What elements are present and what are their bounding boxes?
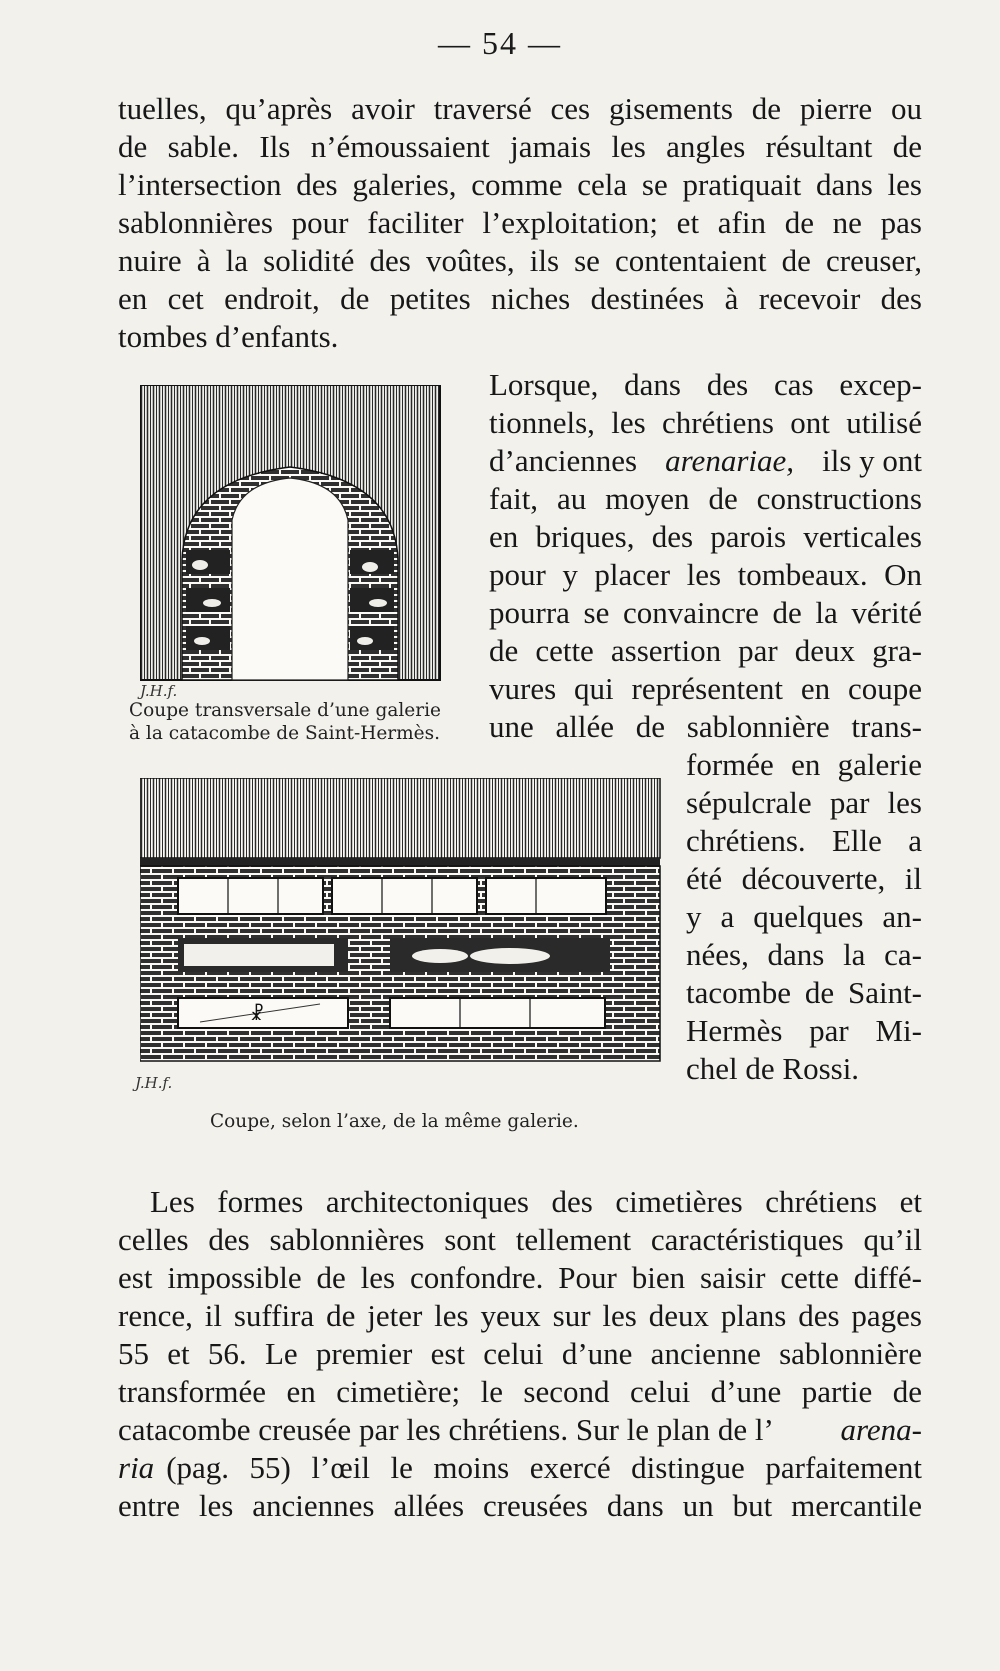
text-line: Les formes architectoniques des cimetières chrétiens et — [150, 1184, 922, 1219]
text-line: fait, au moyen de constructions — [489, 481, 922, 516]
latin-term: arenariae, — [665, 443, 794, 478]
text-span: ils y ont — [822, 443, 922, 478]
text-line: nées, dans la ca- — [686, 937, 922, 972]
figure-caption: Coupe transversale d’une galerie — [129, 700, 441, 721]
text-line — [118, 1411, 922, 1449]
text-line: celles des sablonnières sont tellement caractéristiques qu’il — [118, 1222, 922, 1257]
text-line: Lorsque, dans des cas excep- — [489, 367, 922, 402]
text-line: sablonnières pour faciliter l’exploitation; et afin de ne pas — [118, 205, 922, 240]
text-line: nuire à la solidité des voûtes, ils se contentaient de creuser, — [118, 243, 922, 278]
text-line: pour y placer les tombeaux. On — [489, 557, 922, 592]
text-line: été découverte, il — [686, 861, 922, 896]
text-line: pourra se convaincre de la vérité — [489, 595, 922, 630]
text-span: d’anciennes — [489, 443, 638, 478]
latin-term: arena- — [840, 1412, 922, 1447]
page-number: — 54 — — [438, 25, 562, 61]
text-line: l’intersection des galeries, comme cela se pratiquait dans les — [118, 167, 922, 202]
text-line: formée en galerie — [686, 747, 922, 782]
text-line: tuelles, qu’après avoir traversé ces gisements de pierre ou — [118, 91, 922, 126]
text-line: est impossible de les confondre. Pour bien saisir cette diffé- — [118, 1260, 922, 1295]
text-line: de sable. Ils n’émoussaient jamais les angles résultant de — [118, 129, 922, 164]
text-line: en cet endroit, de petites niches destinées à recevoir des — [118, 281, 922, 316]
text-line: chrétiens. Elle a — [686, 823, 922, 858]
text-span: (pag. 55) l’œil le moins exercé distingue parfaitement — [166, 1450, 922, 1485]
figure-caption: à la catacombe de Saint-Hermès. — [129, 723, 440, 744]
text-line: sépulcrale par les — [686, 785, 922, 820]
text-line: vures qui représentent en coupe — [489, 671, 922, 706]
text-line: y a quelques an- — [686, 899, 922, 934]
figure-longitudinal-section — [140, 778, 665, 1070]
text-line: tacombe de Saint- — [686, 975, 922, 1010]
text-line: transformée en cimetière; le second celui d’une partie de — [118, 1374, 922, 1409]
text-line: tombes d’enfants. — [118, 319, 339, 354]
text-line: une allée de sablonnière trans- — [489, 709, 922, 744]
text-line — [489, 442, 922, 480]
text-line: tionnels, les chrétiens ont utilisé — [489, 405, 922, 440]
text-line: entre les anciennes allées creusées dans un but mercantile — [118, 1488, 922, 1523]
engraver-signature: J.H.f. — [140, 682, 178, 700]
figure-transverse-section — [140, 385, 445, 685]
text-line: rence, il suffira de jeter les yeux sur les deux plans des pages — [118, 1298, 922, 1333]
text-line: Hermès par Mi- — [686, 1013, 922, 1048]
text-line — [118, 1449, 922, 1487]
text-line: chel de Rossi. — [686, 1051, 860, 1086]
latin-term: ria — [118, 1450, 155, 1485]
chi-rho-symbol: ☧ — [250, 1004, 265, 1025]
text-span: catacombe creusée par les chrétiens. Sur le plan de l’ — [118, 1412, 774, 1447]
text-line: de cette assertion par deux gra- — [489, 633, 922, 668]
text-line: 55 et 56. Le premier est celui d’une ancienne sablonnière — [118, 1336, 922, 1371]
engraver-signature: J.H.f. — [135, 1074, 173, 1092]
text-line: en briques, des parois verticales — [489, 519, 922, 554]
figure-caption: Coupe, selon l’axe, de la même galerie. — [210, 1111, 579, 1132]
